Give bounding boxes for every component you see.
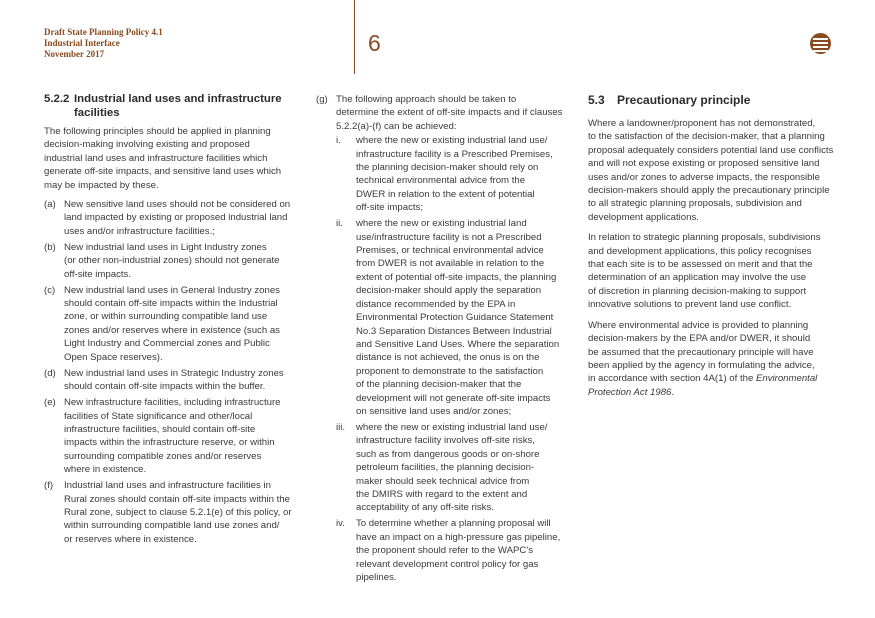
text-line: Premises, or technical environmental advice	[356, 245, 544, 257]
list-label: iii.	[336, 421, 346, 433]
sublist-item	[336, 134, 566, 214]
text-line: where the new or existing industrial land	[356, 218, 527, 230]
section-title-line: facilities	[74, 106, 120, 119]
text-line: should contain off-site impacts within the Industrial	[64, 298, 278, 310]
list-text	[64, 284, 296, 364]
section-title: Precautionary principle	[617, 93, 751, 107]
text-line: Light Industry and Commercial zones and Public	[64, 338, 270, 350]
text-line: to the satisfaction of the decision-maker, that a planning	[588, 131, 825, 143]
text-line: be assumed that the precautionary principle will have	[588, 346, 814, 358]
text-line: in accordance with section 4A(1) of the Environmental	[588, 373, 818, 385]
text-line: zones and/or reserves where in existence (such as	[64, 324, 280, 336]
column-middle	[316, 93, 566, 584]
section-heading-5-2-2	[44, 93, 296, 120]
paragraph	[588, 231, 838, 311]
list-label: iv.	[336, 518, 345, 530]
text-line: decision-maker should apply the separation	[356, 285, 542, 297]
text-line: the planning decision-maker should rely on	[356, 162, 539, 174]
text-line: been applied by the agency in formulating the advice,	[588, 359, 815, 371]
document-subtitle: Industrial Interface	[44, 38, 120, 48]
section-number: 5.3	[588, 93, 605, 107]
list-text	[356, 517, 566, 584]
text-line: infrastructure facility involves off-site risks,	[356, 435, 535, 447]
text-line: where in existence.	[64, 464, 147, 476]
text-line: Rural zone, subject to clause 5.2.1(e) of this policy, or	[64, 506, 292, 518]
list-label: (c)	[44, 284, 56, 296]
text-line: where the new or existing industrial land use/	[356, 421, 548, 433]
text-line: within surrounding compatible land use zones and/	[64, 520, 280, 532]
text-line: should contain off-site impacts within the buffer.	[64, 381, 266, 393]
text-line: determine the extent of off-site impacts and if clauses	[336, 107, 563, 119]
text-line: from DWER is not available in relation to the	[356, 258, 545, 270]
text-line: use/infrastructure facility is not a Prescribed	[356, 231, 542, 243]
section-number: 5.2.2	[44, 93, 70, 105]
list-item-g	[316, 93, 566, 133]
list-item	[44, 367, 296, 394]
list-item	[44, 241, 296, 281]
list-text	[64, 367, 296, 394]
list-label: (g)	[316, 94, 328, 105]
text-line: petroleum facilities, the planning decision-	[356, 462, 535, 474]
sublist-item	[336, 517, 566, 584]
text-line: of discretion in planning decision-making to support	[588, 285, 807, 297]
text-line: infrastructure facilities, should contain off-site	[64, 423, 256, 435]
text-line: New sensitive land uses should not be considered on	[64, 199, 291, 211]
text-line: The following principles should be applied in planning	[44, 126, 271, 137]
text-line: distance is not achieved, the onus is on the	[356, 352, 540, 364]
list-text	[64, 198, 296, 238]
text-line: extent of potential off-site impacts, the planning	[356, 271, 557, 283]
text-line: Environmental Protection Guidance Statement	[356, 312, 554, 324]
text-line: impacts within the infrastructure reserve, or within	[64, 437, 275, 449]
text-line: pipelines.	[356, 572, 397, 583]
act-name-italic: Environmental	[755, 373, 818, 385]
list-label: ii.	[336, 218, 343, 230]
list-label: (a)	[44, 199, 56, 211]
text-line: or reserves where in existence.	[64, 533, 197, 545]
text-line: facilities of State significance and other/local	[64, 410, 253, 422]
text-line: to all strategic planning proposals, subdivision and	[588, 198, 802, 210]
text-line: zone, or within surrounding compatible land use	[64, 311, 268, 323]
text-line: decision-makers by the EPA and/or DWER, it should	[588, 333, 811, 345]
list-text	[64, 396, 296, 476]
text-line: have an impact on a high-pressure gas pipeline,	[356, 531, 561, 543]
text-line: New industrial land uses in Light Industry zones	[64, 241, 267, 253]
text-line: distance recommended by the EPA in	[356, 298, 516, 310]
text-line: New industrial land uses in Strategic Industry zones	[64, 367, 284, 379]
section-heading-5-3	[588, 93, 838, 107]
text-line: proposal adequately considers potential land use conflicts	[588, 144, 834, 156]
text-line: Rural zones should contain off-site impacts within the	[64, 493, 290, 505]
principles-list	[44, 198, 296, 546]
text-line: determination of an application may involve the use	[588, 272, 807, 284]
text-line: development will not generate off-site impacts	[356, 392, 551, 404]
list-text	[336, 93, 566, 133]
text-line: Open Space reserves).	[64, 351, 163, 363]
document-title: Draft State Planning Policy 4.1	[44, 27, 163, 37]
list-item	[44, 396, 296, 476]
text-line: and Sensitive Land Uses. Where the separation	[356, 338, 560, 350]
approach-sublist	[316, 134, 566, 584]
text-line: maker should seek technical advice from	[356, 475, 530, 487]
text-line: may be impacted by these.	[44, 179, 159, 191]
text-line: 5.2.2(a)-(f) can be achieved:	[336, 120, 457, 132]
text-line: To determine whether a planning proposal will	[356, 518, 551, 530]
column-right	[588, 93, 838, 399]
text-line: uses and/or zones to adverse impacts, the responsible	[588, 171, 820, 183]
document-header	[44, 27, 163, 60]
text-line: such as from dangerous goods or on-shore	[356, 448, 540, 460]
list-label: (f)	[44, 480, 54, 492]
list-text	[64, 241, 296, 281]
text-line: decision-makers should apply the precautionary principle	[588, 185, 830, 197]
text-line: decision-making involving existing and proposed	[44, 139, 250, 151]
text-line: technical environmental advice from the	[356, 175, 526, 187]
list-label: i.	[336, 135, 341, 147]
text-line: on sensitive land uses and/or zones;	[356, 405, 512, 417]
text-line: development applications.	[588, 211, 699, 223]
list-label: (b)	[44, 241, 56, 253]
text-line: land impacted by existing or proposed industrial land	[64, 212, 288, 224]
text-line: and development applications, this policy recognises	[588, 245, 812, 257]
text-line: (or other non-industrial zones) should not generate	[64, 255, 280, 267]
sublist-indent	[336, 134, 566, 584]
text-line: innovative solutions to prevent land use conflict.	[588, 299, 792, 311]
text-line: Where environmental advice is provided to planning	[588, 319, 809, 331]
text-line: acceptability of any off-site risks.	[356, 502, 494, 514]
text-line: the proponent should refer to the WAPC’s	[356, 545, 534, 557]
section-title-line: Industrial land uses and infrastructure	[74, 93, 282, 105]
act-name-italic: Protection Act 1986	[588, 386, 672, 398]
text-line: New industrial land uses in General Industry zones	[64, 284, 280, 296]
text-line: New infrastructure facilities, including infrastructure	[64, 397, 281, 409]
list-item	[44, 198, 296, 238]
list-text	[356, 217, 566, 418]
text-line: off-site impacts;	[356, 202, 424, 214]
sublist-item	[336, 421, 566, 515]
text-line: off-site impacts.	[64, 268, 132, 280]
text-line: the DMIRS with regard to the extent and	[356, 488, 528, 500]
government-logo-icon	[810, 33, 831, 54]
document-date: November 2017	[44, 49, 105, 59]
list-text	[356, 134, 566, 214]
text-line: infrastructure facility is a Prescribed Premises,	[356, 148, 553, 160]
column-left	[44, 93, 296, 546]
list-item	[44, 479, 296, 546]
list-label: (e)	[44, 397, 56, 409]
text-line: relevant development control policy for gas	[356, 558, 539, 570]
sublist-item	[336, 217, 566, 418]
text-line: generate off-site impacts, and sensitive land uses which	[44, 166, 282, 178]
text-line: surrounding compatible zones and/or reserves	[64, 450, 262, 462]
text-line: Protection Act 1986.	[588, 386, 675, 398]
text-line: In relation to strategic planning proposals, subdivisions	[588, 232, 821, 244]
text-line: and will not expose existing or proposed sensitive land	[588, 158, 820, 170]
text-line: No.3 Separation Distances Between Industrial	[356, 325, 552, 337]
text-line: that each site is to be assessed on merit and that the	[588, 259, 813, 271]
page-number: 6	[368, 30, 381, 56]
text-line: proponent to demonstrate to the satisfaction	[356, 365, 544, 377]
list-text	[64, 479, 296, 546]
list-text	[356, 421, 566, 515]
list-label: (d)	[44, 367, 56, 379]
paragraph	[588, 319, 838, 399]
text-line: The following approach should be taken to	[336, 94, 517, 105]
header-divider	[354, 0, 355, 74]
list-item	[44, 284, 296, 364]
intro-paragraph	[44, 125, 296, 192]
text-line: DWER in relation to the extent of potential	[356, 188, 535, 200]
text-line: where the new or existing industrial land use/	[356, 135, 548, 147]
text-line: of the planning decision-maker that the	[356, 379, 522, 391]
text-line: Where a landowner/proponent has not demonstrated,	[588, 118, 816, 129]
text-line: uses and/or infrastructure facilities.;	[64, 225, 215, 237]
text-line: industrial land uses and infrastructure facilities which	[44, 152, 268, 164]
paragraph	[588, 117, 838, 224]
text-line: Industrial land uses and infrastructure facilities in	[64, 480, 271, 492]
